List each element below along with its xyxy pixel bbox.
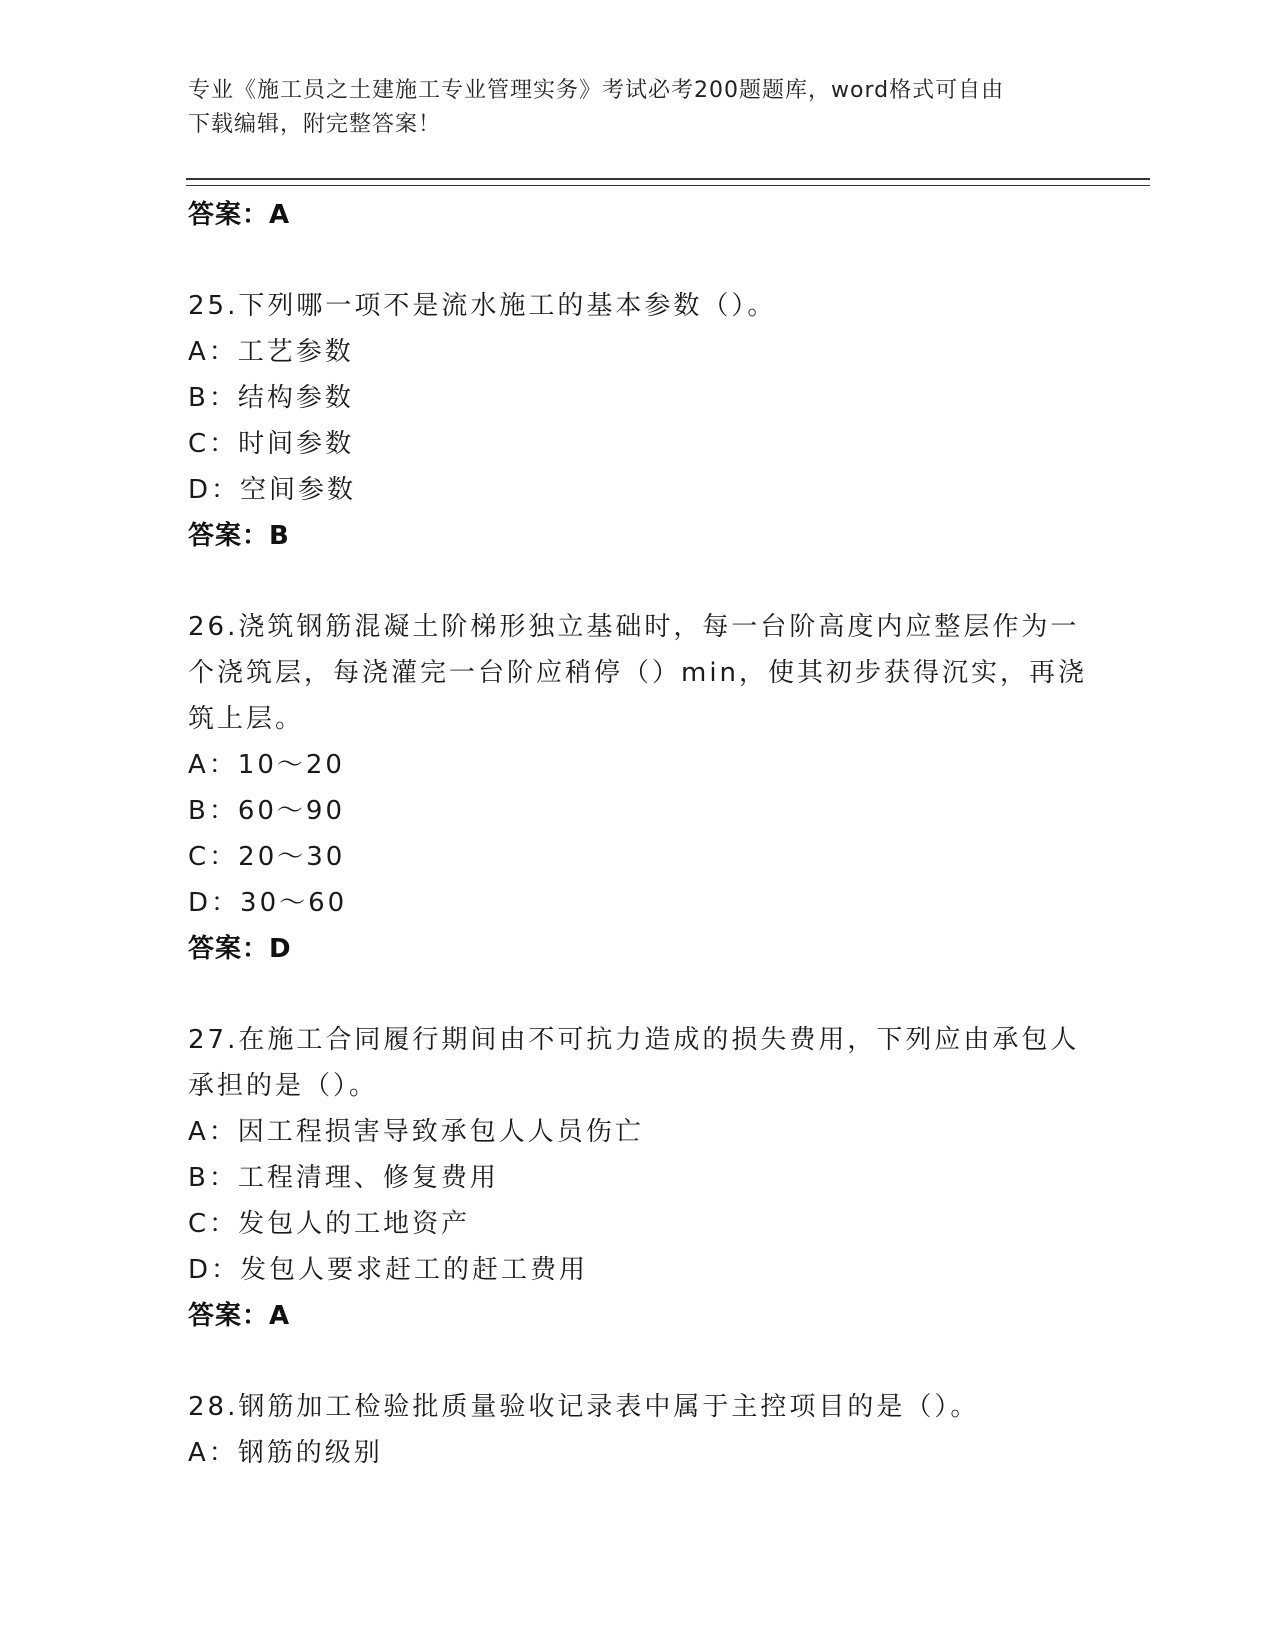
spacer [188, 238, 1088, 283]
spacer [188, 972, 1088, 1017]
answer-24: 答案：A [188, 200, 291, 230]
header-divider [186, 178, 1150, 186]
spacer [188, 559, 1088, 604]
question-25-option-d: D：空间参数 [188, 475, 357, 505]
question-27 [188, 1017, 1088, 1339]
question-25-option-c: C：时间参数 [188, 429, 355, 459]
question-26-text-line-3: 筑上层。 [188, 704, 305, 734]
question-25 [188, 283, 1088, 559]
header-line-1: 专业《施工员之土建施工专业管理实务》考试必考200题题库，word格式可自由 [188, 78, 1005, 103]
question-27-option-b: B：工程清理、修复费用 [188, 1163, 499, 1193]
question-28 [188, 1384, 1088, 1476]
question-26-text-line-2: 个浇筑层，每浇灌完一台阶应稍停（）min，使其初步获得沉实，再浇 [188, 658, 1088, 688]
spacer [188, 1339, 1088, 1384]
question-25-option-a: A：工艺参数 [188, 337, 354, 367]
question-26-option-a: A：10～20 [188, 750, 345, 780]
question-26-option-d: D：30～60 [188, 888, 348, 918]
question-26 [188, 604, 1088, 972]
question-27-text-line-1: 27.在施工合同履行期间由不可抗力造成的损失费用，下列应由承包人 [188, 1025, 1080, 1055]
question-27-answer: 答案：A [188, 1301, 291, 1331]
question-25-option-b: B：结构参数 [188, 383, 354, 413]
question-25-answer: 答案：B [188, 521, 290, 551]
question-26-answer: 答案：D [188, 934, 292, 964]
question-27-option-a: A：因工程损害导致承包人人员伤亡 [188, 1117, 644, 1147]
question-27-option-d: D：发包人要求赶工的赶工费用 [188, 1255, 589, 1285]
page-header [188, 74, 1068, 142]
question-28-option-a: A：钢筋的级别 [188, 1438, 383, 1468]
question-27-option-c: C：发包人的工地资产 [188, 1209, 471, 1239]
question-26-text-line-1: 26.浇筑钢筋混凝土阶梯形独立基础时，每一台阶高度内应整层作为一 [188, 612, 1080, 642]
question-26-option-c: C：20～30 [188, 842, 346, 872]
document-body [188, 192, 1088, 1476]
header-line-2: 下载编辑，附完整答案！ [188, 112, 442, 137]
question-25-text: 25.下列哪一项不是流水施工的基本参数（）。 [188, 291, 777, 321]
question-26-option-b: B：60～90 [188, 796, 346, 826]
question-27-text-line-2: 承担的是（）。 [188, 1071, 379, 1101]
question-28-text: 28.钢筋加工检验批质量验收记录表中属于主控项目的是（）。 [188, 1392, 980, 1422]
